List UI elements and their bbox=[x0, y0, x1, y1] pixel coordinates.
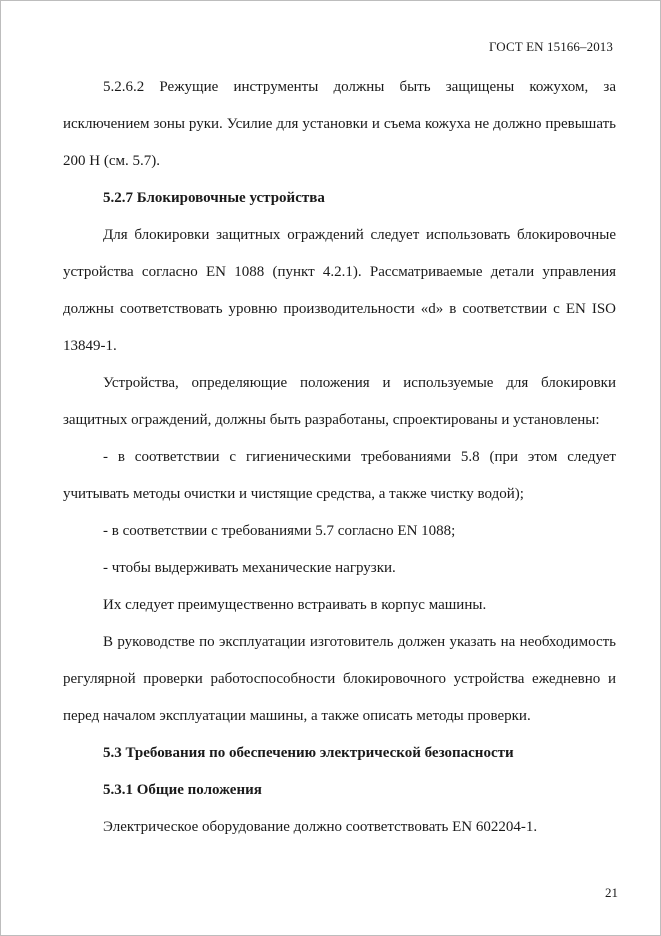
list-item-mechanical-loads: - чтобы выдерживать механические нагрузки. bbox=[103, 560, 396, 576]
paragraph-build-in: Их следует преимущественно встраивать в корпус машины. bbox=[103, 597, 487, 613]
heading-5-3-1: 5.3.1 Общие положения bbox=[103, 782, 262, 798]
paragraph-5-2-6-2: 5.2.6.2 Режущие инструменты должны быть защищены кожухом, за исключением зоны руки. Усилие для установки и съема кожуха не должно превышать 200 Н (см. 5.7). bbox=[63, 79, 616, 169]
paragraph-position-devices: Устройства, определяющие положения и используемые для блокировки защитных ограждений, должны быть разработаны, спроектированы и установлены: bbox=[63, 375, 616, 428]
heading-5-3: 5.3 Требования по обеспечению электрической безопасности bbox=[103, 745, 514, 761]
list-item-requirements: - в соответствии с требованиями 5.7 согласно EN 1088; bbox=[103, 523, 456, 539]
document-body bbox=[63, 69, 616, 846]
list-item-hygiene: - в соответствии с гигиеническими требованиями 5.8 (при этом следует учитывать методы очистки и чистящие средства, а также чистку водой); bbox=[63, 449, 616, 502]
heading-5-2-7: 5.2.7 Блокировочные устройства bbox=[103, 190, 325, 206]
page-number: 21 bbox=[605, 885, 618, 900]
paragraph-electrical-equipment: Электрическое оборудование должно соответствовать EN 602204-1. bbox=[103, 819, 538, 835]
paragraph-operation-manual: В руководстве по эксплуатации изготовитель должен указать на необходимость регулярной проверки работоспособности блокировочного устройства ежедневно и перед началом эксплуатации машины, а также описать методы проверки. bbox=[63, 634, 616, 724]
paragraph-interlock-devices: Для блокировки защитных ограждений следует использовать блокировочные устройства согласно EN 1088 (пункт 4.2.1). Рассматриваемые детали управления должны соответствовать уровню производительности «d» в соответствии с EN ISO 13849-1. bbox=[63, 227, 616, 354]
document-code-header: ГОСТ EN 15166–2013 bbox=[489, 39, 613, 54]
